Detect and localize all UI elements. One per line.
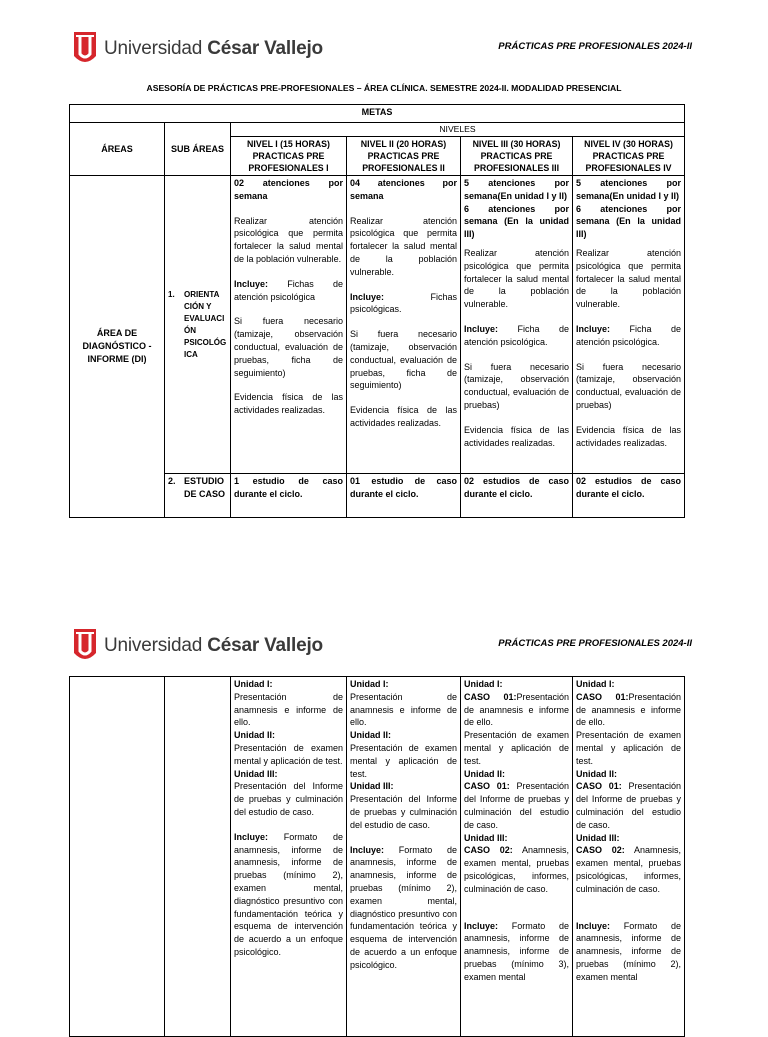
nivel-1-estudio-detalle: Unidad I: Presentación de anamnesis e informe de ello. Unidad II: Presentación de examen mental y aplicación de test. Unidad III: Presentación del Informe de pruebas y culminación del estudio de caso. Incluye: Formato de anamnesis, informe de anamnesis, informe de pruebas (mínimo 2), examen mental, diagnóstico presuntivo con fundamentación teórica y esquema de intervención de acuerdo a un enfoque psicológico.	[231, 677, 347, 1037]
nivel-2-header: NIVEL II (20 HORAS) PRACTICAS PRE PROFESIONALES II	[347, 137, 461, 176]
ucv-shield-icon	[72, 627, 98, 665]
metas-title: METAS	[70, 105, 685, 123]
area-diagnostico: ÁREA DE DIAGNÓSTICO - INFORME (DI)	[70, 176, 165, 518]
nivel-4-estudio-caso: 02 estudios de caso durante el ciclo.	[573, 474, 685, 518]
col-areas-header: ÁREAS	[70, 123, 165, 176]
nivel-3-estudio-detalle: Unidad I: CASO 01:Presentación de anamnesis e informe de ello. Presentación de examen mental y aplicación de test. Unidad II: CASO 01: Presentación del Informe de pruebas y culminación del estudio de caso. Unidad III: CASO 02: Anamnesis, examen mental, pruebas psicológicas, informes, culminación de caso. Incluye: Formato de anamnesis, informe de anamnesis, informe de pruebas (mínimo 3), examen mental	[461, 677, 573, 1037]
university-logo-2	[72, 622, 323, 670]
logo-text: Universidad César Vallejo	[104, 38, 323, 59]
nivel-4-header: NIVEL IV (30 HORAS) PRACTICAS PRE PROFESIONALES IV	[573, 137, 685, 176]
ucv-shield-icon	[72, 30, 98, 68]
nivel-1-header: NIVEL I (15 HORAS) PRACTICAS PRE PROFESIONALES I	[231, 137, 347, 176]
area-empty-cell	[70, 677, 165, 1037]
nivel-1-orientacion: 02 atenciones por semana Realizar atención psicológica que permita fortalecer la salud mental de la población vulnerable. Incluye: Fichas de atención psicológica Si fuera necesario (tamizaje, observación conductual, evaluación de pruebas, ficha de seguimiento) Evidencia física de las actividades realizadas.	[231, 176, 347, 474]
subarea-empty-cell	[165, 677, 231, 1037]
nivel-3-orientacion: 5 atenciones por semana(En unidad I y II) 6 atenciones por semana (En la unidad III) Realizar atención psicológica que permita fortalecer la salud mental de la población vulnerable. Incluye: Ficha de atención psicológica. Si fuera necesario (tamizaje, observación conductual, evaluación de pruebas) Evidencia física de las actividades realizadas.	[461, 176, 573, 474]
metas-table-continuation	[69, 676, 685, 1037]
header-practicas-title: PRÁCTICAS PRE PROFESIONALES 2024-II	[498, 638, 692, 649]
col-subareas-header: SUB ÁREAS	[165, 123, 231, 176]
nivel-2-estudio-detalle: Unidad I: Presentación de anamnesis e informe de ello. Unidad II: Presentación de examen mental y aplicación de test. Unidad III: Presentación del Informe de pruebas y culminación del estudio de caso. Incluye: Formato de anamnesis, informe de anamnesis, informe de pruebas (mínimo 2), examen mental, diagnóstico presuntivo con fundamentación teórica y esquema de intervención de acuerdo a un enfoque psicológico.	[347, 677, 461, 1037]
header-practicas-title: PRÁCTICAS PRE PROFESIONALES 2024-II	[498, 41, 692, 52]
nivel-1-estudio-caso: 1 estudio de caso durante el ciclo.	[231, 474, 347, 518]
niveles-header: NIVELES	[231, 123, 685, 137]
university-logo	[72, 25, 323, 73]
page-header-2	[0, 622, 768, 672]
page-header-1	[0, 25, 768, 75]
nivel-3-estudio-caso: 02 estudios de caso durante el ciclo.	[461, 474, 573, 518]
metas-table	[69, 104, 685, 518]
subarea-estudio-caso: 2. ESTUDIO DE CASO	[165, 474, 231, 518]
nivel-4-orientacion: 5 atenciones por semana(En unidad I y II) 6 atenciones por semana (En la unidad III) Realizar atención psicológica que permita fortalecer la salud mental de la población vulnerable. Incluye: Ficha de atención psicológica. Si fuera necesario (tamizaje, observación conductual, evaluación de pruebas) Evidencia física de las actividades realizadas.	[573, 176, 685, 474]
nivel-4-estudio-detalle: Unidad I: CASO 01:Presentación de anamnesis e informe de ello. Presentación de examen mental y aplicación de test. Unidad II: CASO 01: Presentación del Informe de pruebas y culminación del estudio de caso. Unidad III: CASO 02: Anamnesis, examen mental, pruebas psicológicas, informes, culminación de caso. Incluye: Formato de anamnesis, informe de anamnesis, informe de pruebas (mínimo 2), examen mental	[573, 677, 685, 1037]
document-subtitle: ASESORÍA DE PRÁCTICAS PRE-PROFESIONALES – ÁREA CLÍNICA. SEMESTRE 2024-II. MODALIDAD PRESENCIAL	[146, 83, 622, 93]
nivel-2-orientacion: 04 atenciones por semana Realizar atención psicológica que permita fortalecer la salud mental de la población vulnerable. Incluye: Fichas psicológicas. Si fuera necesario (tamizaje, observación conductual, evaluación de pruebas, ficha de seguimiento) Evidencia física de las actividades realizadas.	[347, 176, 461, 474]
nivel-3-header: NIVEL III (30 HORAS) PRACTICAS PRE PROFESIONALES III	[461, 137, 573, 176]
nivel-2-estudio-caso: 01 estudio de caso durante el ciclo.	[347, 474, 461, 518]
logo-text: Universidad César Vallejo	[104, 635, 323, 656]
subarea-orientacion: 1. ORIENTA CIÓN Y EVALUACI ÓN PSICOLÓG ICA	[165, 176, 231, 474]
